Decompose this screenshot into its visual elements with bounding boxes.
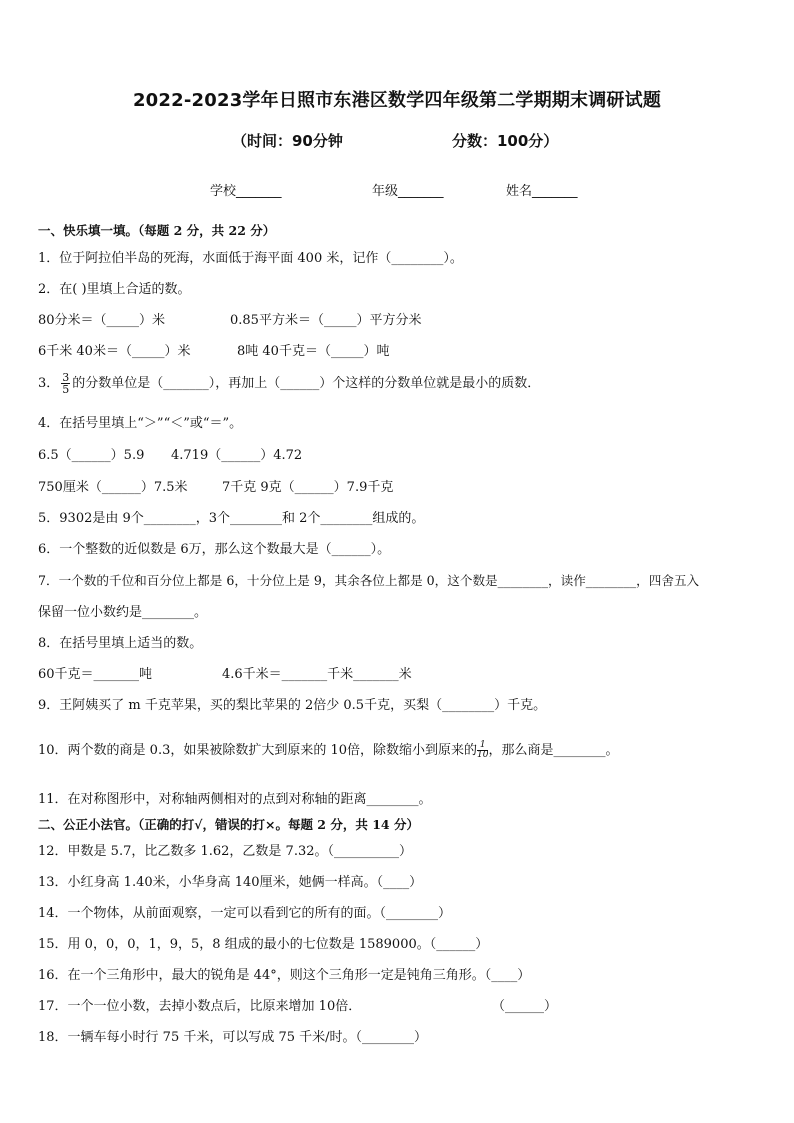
question-8a: 60千克＝_______吨 xyxy=(38,667,153,682)
question-2a: 80分米＝（_____）米 xyxy=(38,313,166,328)
question-4a: 6.5（______）5.9 xyxy=(38,448,145,463)
question-2c: 6千米 40米＝（_____）米 xyxy=(38,344,191,359)
exam-score: 分数：100分） xyxy=(452,132,559,150)
question-5: 5．9302是由 9个________，3个________和 2个________组成的。 xyxy=(38,511,425,526)
question-2: 2．在( )里填上合适的数。 xyxy=(38,282,191,297)
question-10 xyxy=(38,741,619,760)
question-8b: 4.6千米＝_______千米_______米 xyxy=(222,667,412,682)
question-4b: 4.719（______）4.72 xyxy=(171,448,303,463)
fraction-three-fifths xyxy=(61,372,70,395)
question-3 xyxy=(38,372,540,395)
fraction-denominator: 10 xyxy=(477,750,489,760)
fraction-numerator: 3 xyxy=(62,371,70,384)
fraction-denominator: 5 xyxy=(62,383,70,396)
question-4c: 750厘米（______）7.5米 xyxy=(38,480,188,495)
question-9: 9．王阿姨买了 m 千克苹果，买的梨比苹果的 2倍少 0.5千克，买梨（________）千克。 xyxy=(38,698,547,713)
question-2d: 8吨 40千克＝（_____）吨 xyxy=(237,344,390,359)
question-2b: 0.85平方米＝（_____）平方分米 xyxy=(230,313,422,328)
section-2-heading: 二、公正小法官。（正确的打√，错误的打×。每题 2 分，共 14 分） xyxy=(38,817,419,832)
question-3-number: 3． xyxy=(38,376,60,391)
question-18: 18．一辆车每小时行 75 千米，可以写成 75 千米/时。（________） xyxy=(38,1030,428,1045)
question-13: 13．小红身高 1.40米，小华身高 140厘米，她俩一样高。（____） xyxy=(38,875,423,890)
grade-field: 年级_______ xyxy=(372,184,444,199)
question-7-line-1: 7．一个数的千位和百分位上都是 6，十分位上是 9，其余各位上都是 0，这个数是________，读作________，四舍五入 xyxy=(38,573,700,588)
section-1-heading: 一、快乐填一填。（每题 2 分，共 22 分） xyxy=(38,223,276,238)
question-7-line-2: 保留一位小数约是________。 xyxy=(38,605,208,620)
exam-time: （时间：90分钟 xyxy=(232,132,343,150)
question-6: 6．一个整数的近似数是 6万，那么这个数最大是（______）。 xyxy=(38,542,391,557)
question-3-text: 的分数单位是（_______），再加上（______）个这样的分数单位就是最小的质数． xyxy=(72,376,541,391)
exam-title: 2022-2023学年日照市东港区数学四年级第二学期期末调研试题 xyxy=(132,90,662,111)
name-field: 姓名_______ xyxy=(506,184,578,199)
question-1: 1．位于阿拉伯半岛的死海，水面低于海平面 400 米，记作（________）。 xyxy=(38,251,463,266)
fraction-one-tenth xyxy=(477,741,488,760)
question-17: 17．一个一位小数，去掉小数点后，比原来增加 10倍． xyxy=(38,999,362,1014)
school-field: 学校_______ xyxy=(210,184,282,199)
question-10-text: 10．两个数的商是 0.3，如果被除数扩大到原来的 10倍，除数缩小到原来的 xyxy=(38,743,478,758)
question-8: 8．在括号里填上适当的数。 xyxy=(38,636,203,651)
question-14: 14．一个物体，从前面观察，一定可以看到它的所有的面。（________） xyxy=(38,906,452,921)
question-15: 15．用 0，0，0，1，9，5，8 组成的最小的七位数是 1589000。（______） xyxy=(38,937,489,952)
fraction-numerator: 1 xyxy=(477,741,488,751)
question-11: 11．在对称图形中，对称轴两侧相对的点到对称轴的距离________。 xyxy=(38,792,432,807)
question-17-answer: （______） xyxy=(492,999,558,1014)
question-4: 4．在括号里填上“＞”“＜”或“＝”。 xyxy=(38,416,243,431)
question-4d: 7千克 9克（______）7.9千克 xyxy=(222,480,394,495)
question-12: 12．甲数是 5.7，比乙数多 1.62，乙数是 7.32。（__________） xyxy=(38,844,413,859)
question-10-suffix: ，那么商是________。 xyxy=(488,743,619,758)
question-16: 16．在一个三角形中，最大的锐角是 44°，则这个三角形一定是钝角三角形。（____） xyxy=(38,968,531,983)
